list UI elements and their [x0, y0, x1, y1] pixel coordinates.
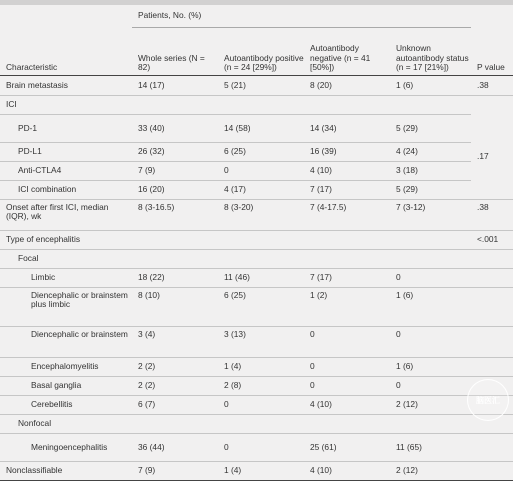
cell-negative: 0	[304, 358, 390, 377]
cell-positive: 1 (4)	[218, 358, 304, 377]
cell-unknown: 0	[390, 327, 471, 358]
cell-unknown: 1 (6)	[390, 76, 471, 96]
cell-whole: 7 (9)	[132, 162, 218, 181]
table-row	[0, 76, 513, 96]
table-row	[0, 231, 513, 250]
cell-positive: 8 (3-20)	[218, 200, 304, 231]
cell-p: .38	[471, 200, 513, 231]
cell-negative: 1 (2)	[304, 288, 390, 327]
cell-negative: 16 (39)	[304, 143, 390, 162]
cell-negative: 4 (10)	[304, 162, 390, 181]
cell-positive: 6 (25)	[218, 288, 304, 327]
row-label: PD-L1	[0, 143, 132, 162]
cell-unknown: 1 (6)	[390, 358, 471, 377]
cell-positive: 11 (46)	[218, 269, 304, 288]
cell-unknown: 4 (24)	[390, 143, 471, 162]
cell-negative: 7 (4-17.5)	[304, 200, 390, 231]
table-row	[0, 358, 513, 377]
cell-unknown: 7 (3-12)	[390, 200, 471, 231]
row-label: Brain metastasis	[0, 76, 132, 96]
p-value-header: P value	[471, 28, 513, 76]
table-row	[0, 396, 513, 415]
cell-p: <.001	[471, 231, 513, 250]
cell-negative: 0	[304, 327, 390, 358]
cell-whole: 36 (44)	[132, 434, 218, 462]
cell-p: .17	[471, 115, 513, 200]
row-label: Focal	[0, 250, 132, 269]
table-row	[0, 462, 513, 481]
row-label: Onset after first ICI, median (IQR), wk	[0, 200, 132, 231]
cell-negative: 7 (17)	[304, 269, 390, 288]
cell-negative: 7 (17)	[304, 181, 390, 200]
table-row	[0, 143, 513, 162]
cell-whole: 14 (17)	[132, 76, 218, 96]
cell-unknown: 0	[390, 377, 471, 396]
cell-positive: 5 (21)	[218, 76, 304, 96]
cell-unknown: 0	[390, 269, 471, 288]
table-row	[0, 250, 513, 269]
cell-positive: 2 (8)	[218, 377, 304, 396]
row-label: PD-1	[0, 115, 132, 143]
watermark-text: 脑医汇	[476, 395, 500, 405]
autoantibody-negative-header: Autoantibody negative (n = 41 [50%])	[304, 28, 390, 76]
cell-whole: 2 (2)	[132, 358, 218, 377]
cell-unknown: 2 (12)	[390, 396, 471, 415]
header-row	[0, 28, 513, 76]
table-row	[0, 288, 513, 327]
row-label: Diencephalic or brainstem	[0, 327, 132, 358]
row-label: Diencephalic or brainstem plus limbic	[0, 288, 132, 327]
cell-positive: 3 (13)	[218, 327, 304, 358]
watermark-logo	[467, 379, 509, 421]
table-row	[0, 162, 513, 181]
cell-whole: 26 (32)	[132, 143, 218, 162]
cell-negative: 25 (61)	[304, 434, 390, 462]
row-label: Nonfocal	[0, 415, 132, 434]
row-label: ICI	[0, 96, 132, 115]
table-row	[0, 200, 513, 231]
cell-positive: 14 (58)	[218, 115, 304, 143]
table-row	[0, 181, 513, 200]
cell-unknown: 5 (29)	[390, 115, 471, 143]
autoantibody-positive-header: Autoantibody positive (n = 24 [29%])	[218, 28, 304, 76]
row-label: Cerebellitis	[0, 396, 132, 415]
row-label: Basal ganglia	[0, 377, 132, 396]
cell-negative: 4 (10)	[304, 396, 390, 415]
cell-positive: 4 (17)	[218, 181, 304, 200]
cell-negative: 14 (34)	[304, 115, 390, 143]
cell-whole: 2 (2)	[132, 377, 218, 396]
cell-whole: 8 (3-16.5)	[132, 200, 218, 231]
whole-series-header: Whole series (N = 82)	[132, 28, 218, 76]
cell-whole: 7 (9)	[132, 462, 218, 481]
cell-unknown: 2 (12)	[390, 462, 471, 481]
cell-whole: 8 (10)	[132, 288, 218, 327]
cell-negative: 4 (10)	[304, 462, 390, 481]
table-row	[0, 415, 513, 434]
characteristic-header: Characteristic	[0, 28, 132, 76]
table-row	[0, 269, 513, 288]
unknown-status-header: Unknown autoantibody status (n = 17 [21%])	[390, 28, 471, 76]
cell-whole: 6 (7)	[132, 396, 218, 415]
cell-unknown: 1 (6)	[390, 288, 471, 327]
table-row	[0, 434, 513, 462]
cell-negative: 0	[304, 377, 390, 396]
row-label: Anti-CTLA4	[0, 162, 132, 181]
row-label: Meningoencephalitis	[0, 434, 132, 462]
data-table	[0, 5, 513, 481]
row-label: ICI combination	[0, 181, 132, 200]
cell-positive: 1 (4)	[218, 462, 304, 481]
cell-whole: 3 (4)	[132, 327, 218, 358]
patients-group-header: Patients, No. (%)	[132, 5, 471, 28]
row-label: Type of encephalitis	[0, 231, 132, 250]
cell-positive: 0	[218, 434, 304, 462]
row-label: Limbic	[0, 269, 132, 288]
table-row	[0, 115, 513, 143]
cell-unknown: 11 (65)	[390, 434, 471, 462]
cell-p: .38	[471, 76, 513, 96]
table-row	[0, 377, 513, 396]
cell-negative: 8 (20)	[304, 76, 390, 96]
row-label: Nonclassifiable	[0, 462, 132, 481]
cell-positive: 0	[218, 162, 304, 181]
cell-positive: 0	[218, 396, 304, 415]
cell-whole: 18 (22)	[132, 269, 218, 288]
cell-whole: 16 (20)	[132, 181, 218, 200]
row-label: Encephalomyelitis	[0, 358, 132, 377]
cell-unknown: 5 (29)	[390, 181, 471, 200]
cell-unknown: 3 (18)	[390, 162, 471, 181]
header-row-group	[0, 5, 513, 28]
cell-whole: 33 (40)	[132, 115, 218, 143]
table-row	[0, 96, 513, 115]
table-row	[0, 327, 513, 358]
cell-positive: 6 (25)	[218, 143, 304, 162]
